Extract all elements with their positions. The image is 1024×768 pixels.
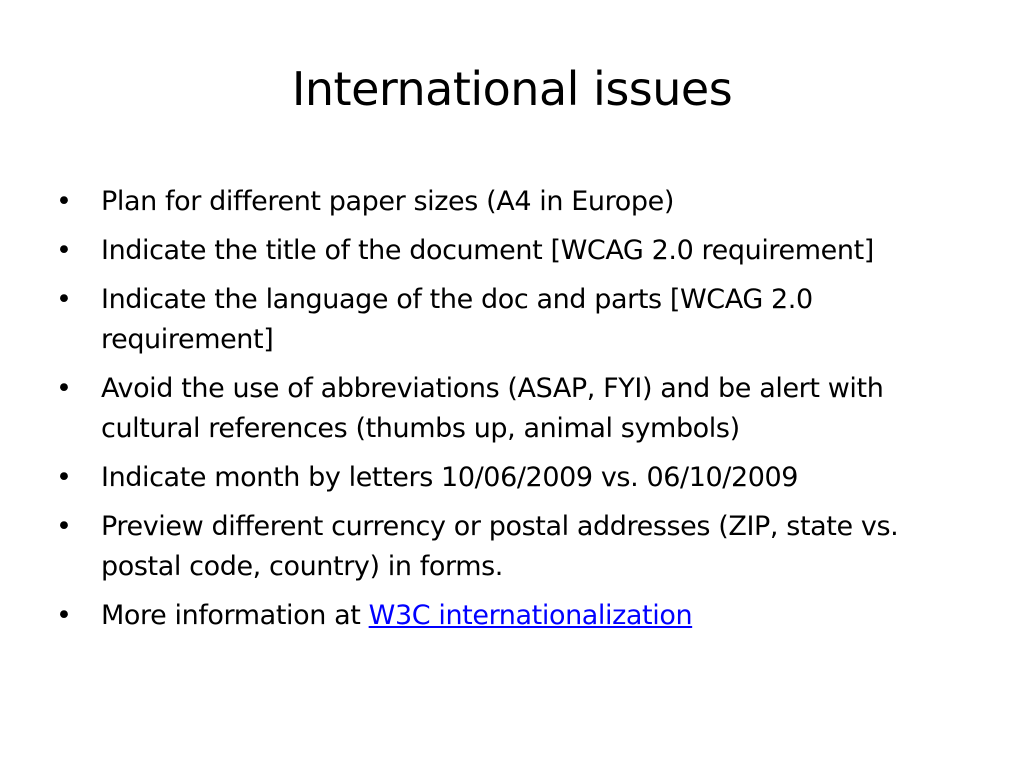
bullet-item-document-language: [56, 280, 966, 360]
bullet-icon: •: [56, 186, 72, 217]
bullet-icon: •: [56, 462, 72, 493]
more-information-label: More information at: [101, 600, 369, 631]
slide-title: International issues: [291, 62, 733, 116]
bullet-item-abbreviations: [56, 369, 966, 449]
bullet-icon: •: [56, 235, 72, 266]
bullet-icon: •: [56, 284, 72, 315]
bullet-text: Avoid the use of abbreviations (ASAP, FYI) and be alert with cultural references (thumbs up, animal symbols): [101, 373, 884, 444]
bullet-icon: •: [56, 600, 72, 631]
bullet-icon: •: [56, 373, 72, 404]
bullet-item-paper-sizes: [56, 182, 966, 222]
bullet-text: Plan for different paper sizes (A4 in Europe): [101, 186, 674, 217]
w3c-internationalization-link[interactable]: W3C internationalization: [368, 600, 693, 631]
bullet-item-month-letters: [56, 458, 966, 498]
bullet-text: Preview different currency or postal addresses (ZIP, state vs. postal code, country) in forms.: [101, 511, 899, 582]
bullet-item-document-title: [56, 231, 966, 271]
bullet-text: Indicate the language of the doc and parts [WCAG 2.0 requirement]: [101, 284, 813, 355]
bullet-text: Indicate month by letters 10/06/2009 vs. 06/10/2009: [101, 462, 799, 493]
bullet-item-currency-addresses: [56, 507, 966, 587]
bullet-text: Indicate the title of the document [WCAG 2.0 requirement]: [101, 235, 874, 266]
bullet-list: [56, 182, 966, 645]
bullet-icon: •: [56, 511, 72, 542]
bullet-item-more-information: [56, 596, 966, 636]
